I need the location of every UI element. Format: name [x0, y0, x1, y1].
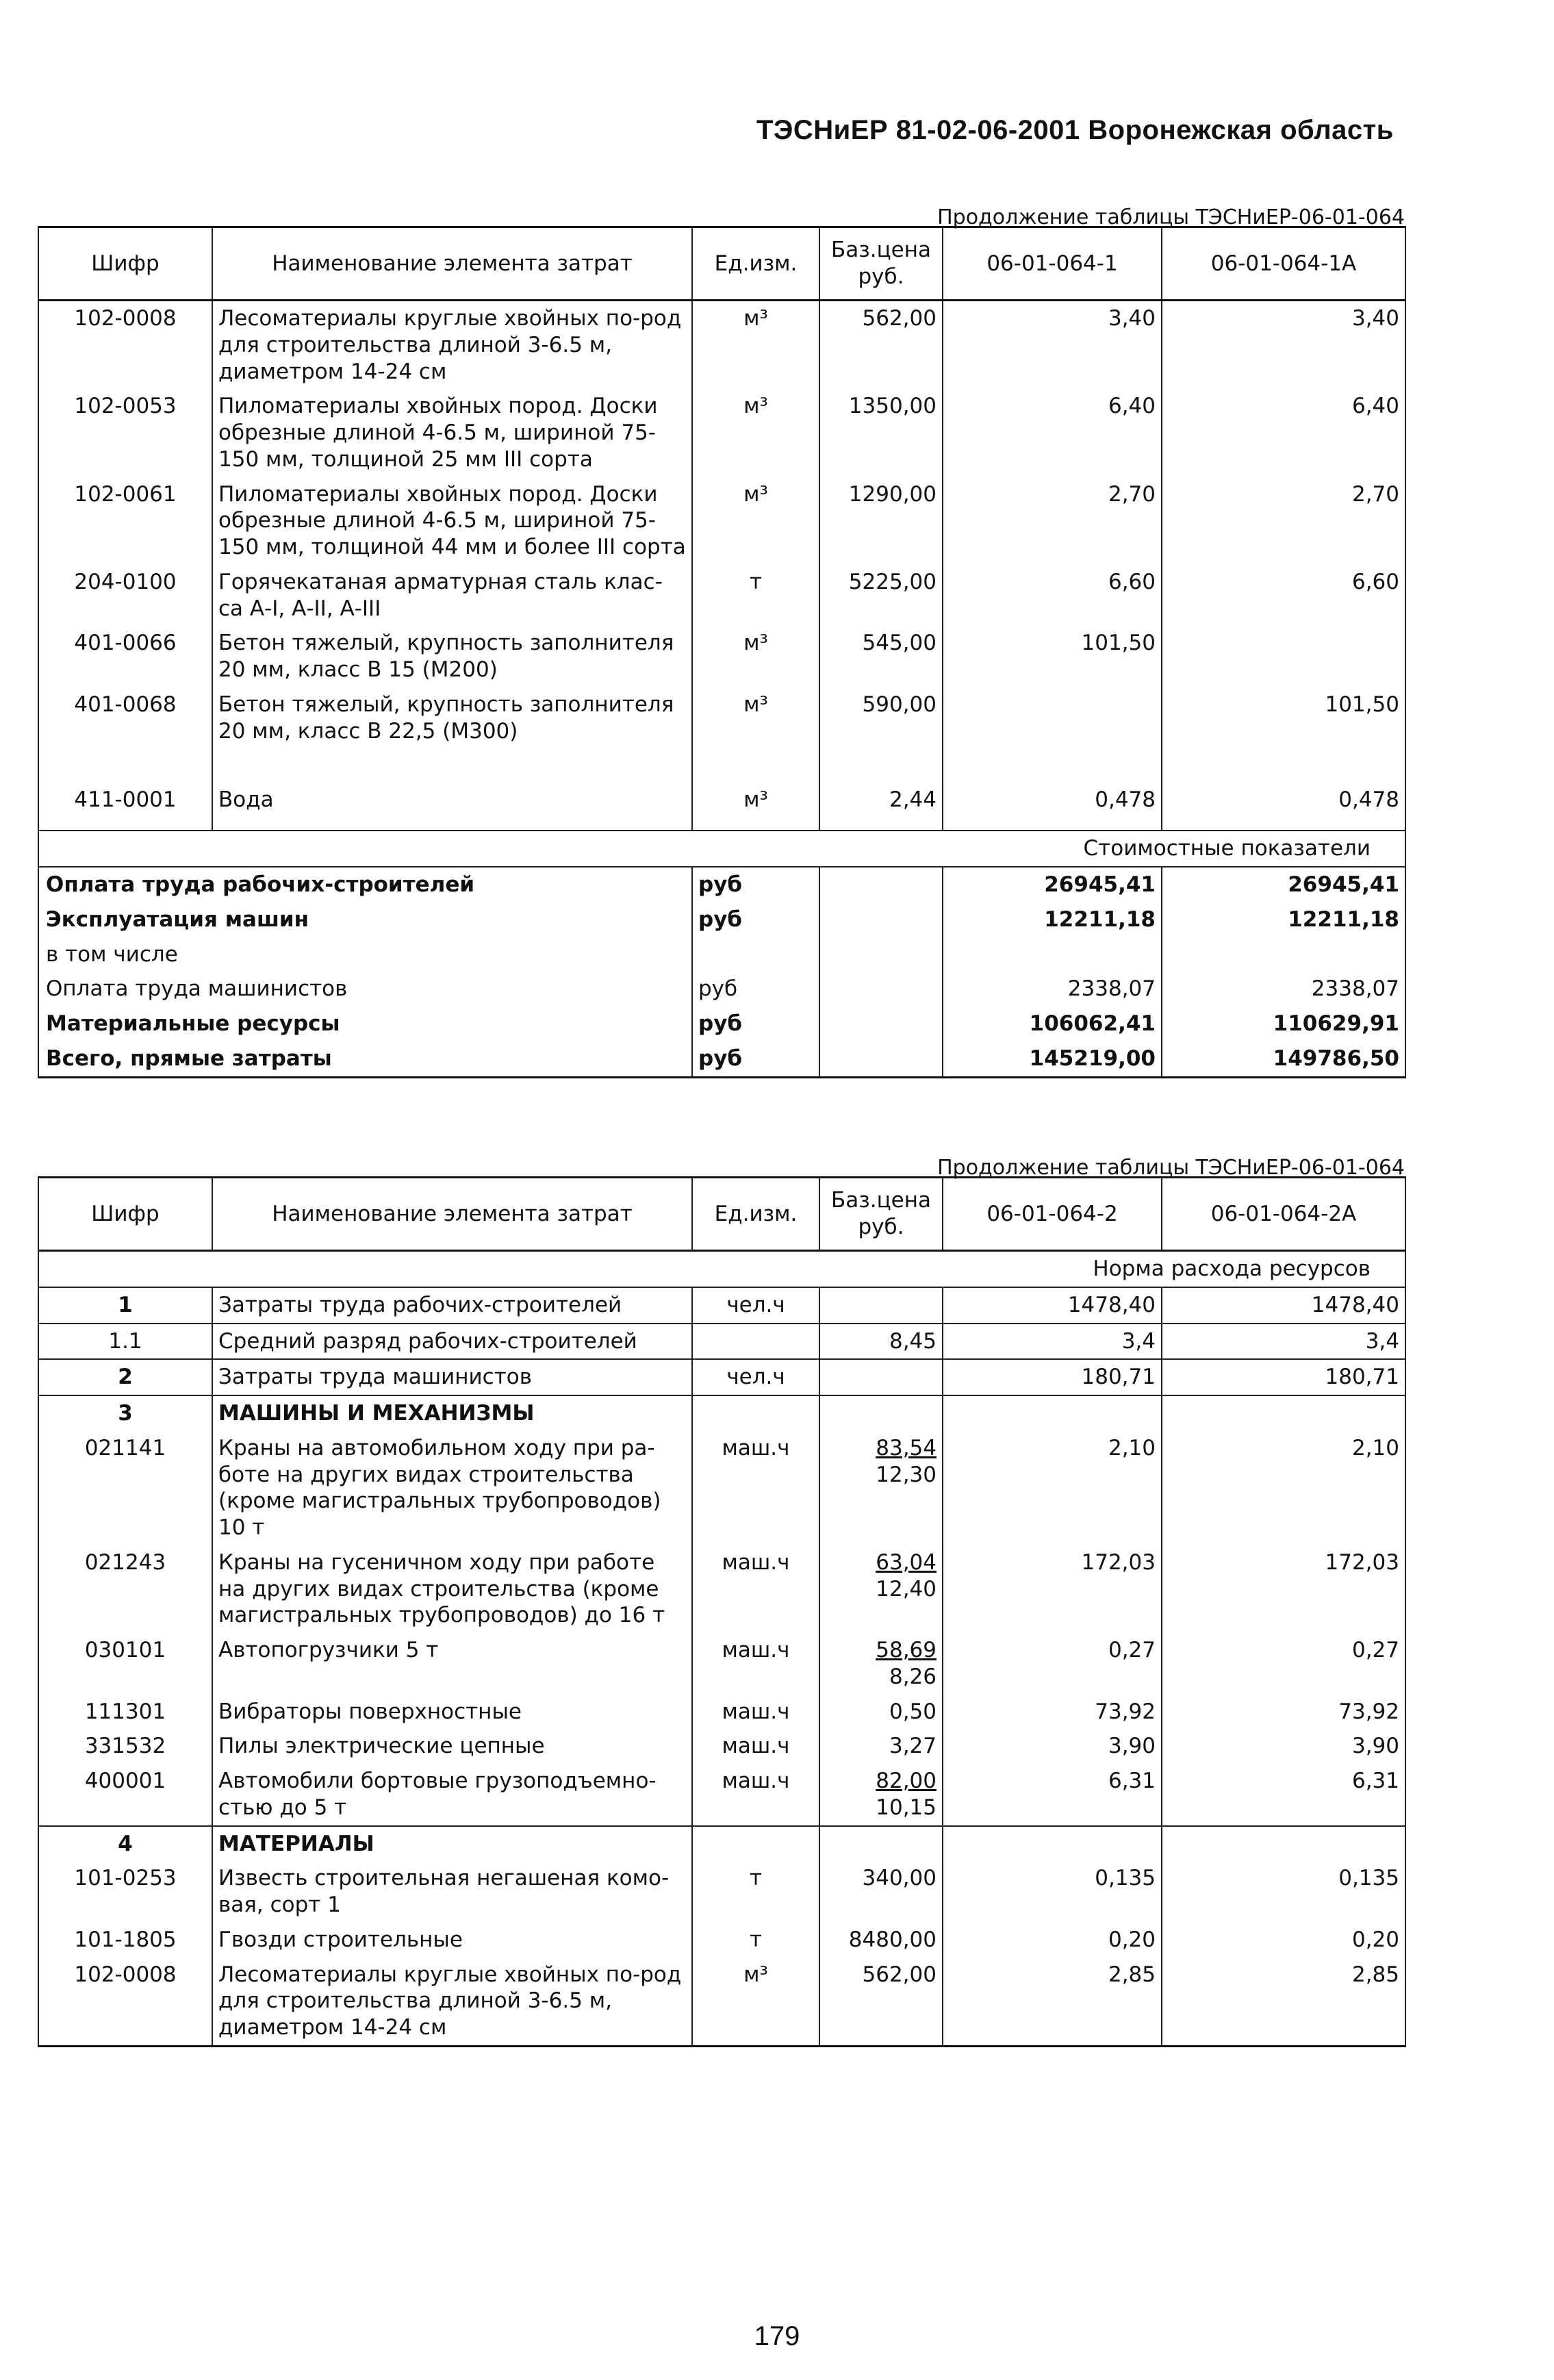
cell-v1: 6,60: [943, 565, 1162, 626]
cell-code: 021243: [38, 1545, 212, 1633]
cell-unit: м³: [692, 626, 819, 687]
col-header-name: Наименование элемента затрат: [212, 227, 692, 301]
cell-v1: [943, 687, 1162, 749]
cell-name: Материальные ресурсы: [38, 1007, 692, 1041]
cell-v2: [1162, 1395, 1405, 1431]
table2-continuation-label: Продолжение таблицы ТЭСНиЕР-06-01-064: [937, 1156, 1405, 1180]
cell-price: 5225,00: [819, 565, 943, 626]
cell-code: 1.1: [38, 1324, 212, 1360]
cell-unit: м³: [692, 687, 819, 749]
cell-unit: маш.ч: [692, 1633, 819, 1695]
cell-unit: руб: [692, 1041, 819, 1077]
cell-price: 545,00: [819, 626, 943, 687]
cell-code: 102-0061: [38, 477, 212, 565]
col-header-code: Шифр: [38, 227, 212, 301]
cell-unit: руб: [692, 972, 819, 1007]
cell-v2: 6,60: [1162, 565, 1405, 626]
cell-v1: 180,71: [943, 1359, 1162, 1395]
table-row: [38, 1359, 1405, 1395]
cell-name: МАШИНЫ И МЕХАНИЗМЫ: [212, 1395, 692, 1431]
table-row: [38, 1431, 1405, 1545]
cell-v1: 2,70: [943, 477, 1162, 565]
cell-v1: 0,20: [943, 1923, 1162, 1958]
table-row: [38, 1861, 1405, 1923]
table-row: [38, 1764, 1405, 1826]
table-row: [38, 1729, 1405, 1764]
cell-price: [819, 1861, 943, 1923]
cell-name: МАТЕРИАЛЫ: [212, 1826, 692, 1862]
cell-v2: 180,71: [1162, 1359, 1405, 1395]
cell-name: Всего, прямые затраты: [38, 1041, 692, 1077]
cell-price: [819, 1287, 943, 1324]
cell-name: Гвозди строительные: [212, 1923, 692, 1958]
cell-unit: м³: [692, 477, 819, 565]
cell-code: 021141: [38, 1431, 212, 1545]
table-row: [38, 626, 1405, 687]
cell-unit: руб: [692, 867, 819, 902]
cell-code: 102-0053: [38, 389, 212, 477]
cost-row: [38, 1041, 1405, 1077]
cell-code: 2: [38, 1359, 212, 1395]
cell-v2: 26945,41: [1162, 867, 1405, 902]
cell-name: Лесоматериалы круглые хвойных по-род для строительства длиной 3-6.5 м, диаметром 14-24 см: [212, 1958, 692, 2047]
price-value: 562,00: [862, 1962, 937, 1987]
cell-name: Известь строительная негашеная комо-вая, сорт 1: [212, 1861, 692, 1923]
table1-header-row: [38, 227, 1405, 301]
table2: [38, 1176, 1406, 2047]
cell-v1: 2,85: [943, 1958, 1162, 2047]
cell-v1: 145219,00: [943, 1041, 1162, 1077]
table1-continuation-label: Продолжение таблицы ТЭСНиЕР-06-01-064: [937, 205, 1405, 229]
cell-code: 204-0100: [38, 565, 212, 626]
col-header-v2: 06-01-064-2А: [1162, 1178, 1405, 1251]
cell-price: 1290,00: [819, 477, 943, 565]
cell-v1: 0,478: [943, 783, 1162, 831]
cell-price: [819, 902, 943, 937]
cell-price: [819, 937, 943, 972]
col-header-price: Баз.цена руб.: [819, 227, 943, 301]
col-header-v1: 06-01-064-1: [943, 227, 1162, 301]
table-row: [38, 1324, 1405, 1360]
table-row: [38, 301, 1405, 390]
cost-row: [38, 1007, 1405, 1041]
cell-code: 401-0068: [38, 687, 212, 749]
cell-code: 4: [38, 1826, 212, 1862]
cell-v2: 12211,18: [1162, 902, 1405, 937]
table2-header-row: [38, 1178, 1405, 1251]
col-header-unit: Ед.изм.: [692, 1178, 819, 1251]
cell-v2: 3,4: [1162, 1324, 1405, 1360]
cell-v2: 149786,50: [1162, 1041, 1405, 1077]
cell-v2: 2,70: [1162, 477, 1405, 565]
col-header-v2: 06-01-064-1А: [1162, 227, 1405, 301]
cell-v1: 101,50: [943, 626, 1162, 687]
cell-unit: м³: [692, 389, 819, 477]
cell-v1: 6,31: [943, 1764, 1162, 1826]
cell-v2: 0,27: [1162, 1633, 1405, 1695]
cell-code: 1: [38, 1287, 212, 1324]
cell-v2: 110629,91: [1162, 1007, 1405, 1041]
cell-price: [819, 1545, 943, 1633]
col-header-name: Наименование элемента затрат: [212, 1178, 692, 1251]
cell-code: 331532: [38, 1729, 212, 1764]
col-header-unit: Ед.изм.: [692, 227, 819, 301]
cell-v1: 2338,07: [943, 972, 1162, 1007]
cell-name: Средний разряд рабочих-строителей: [212, 1324, 692, 1360]
cell-v1: 3,90: [943, 1729, 1162, 1764]
cell-unit: т: [692, 1861, 819, 1923]
cell-price: [819, 1359, 943, 1395]
cell-name: в том числе: [38, 937, 692, 972]
cell-unit: маш.ч: [692, 1695, 819, 1730]
cell-price: 1350,00: [819, 389, 943, 477]
price-secondary-value: 12,30: [876, 1462, 937, 1487]
cell-price: 562,00: [819, 301, 943, 390]
cell-v1: 3,40: [943, 301, 1162, 390]
cell-unit: [692, 1826, 819, 1862]
cell-unit: маш.ч: [692, 1545, 819, 1633]
col-header-code: Шифр: [38, 1178, 212, 1251]
cell-price: [819, 1041, 943, 1077]
price-value: 8480,00: [848, 1927, 937, 1952]
cell-code: 401-0066: [38, 626, 212, 687]
cell-name: Автопогрузчики 5 т: [212, 1633, 692, 1695]
cell-name: Пиломатериалы хвойных пород. Доски обрезные длиной 4-6.5 м, шириной 75-150 мм, толщиной 44 мм и более III сорта: [212, 477, 692, 565]
cell-unit: т: [692, 565, 819, 626]
cell-code: 030101: [38, 1633, 212, 1695]
cell-v1: 12211,18: [943, 902, 1162, 937]
cell-v1: 1478,40: [943, 1287, 1162, 1324]
cell-v2: 0,20: [1162, 1923, 1405, 1958]
cell-name: Оплата труда машинистов: [38, 972, 692, 1007]
section-row: [38, 1251, 1405, 1287]
cost-row: [38, 902, 1405, 937]
cell-unit: маш.ч: [692, 1431, 819, 1545]
cell-name: Оплата труда рабочих-строителей: [38, 867, 692, 902]
cell-unit: руб: [692, 902, 819, 937]
cost-section-label: Стоимостные показатели: [38, 831, 1405, 867]
row-spacer: [38, 748, 1405, 783]
price-secondary-value: 12,40: [876, 1576, 937, 1602]
cell-code: 101-0253: [38, 1861, 212, 1923]
cell-name: Лесоматериалы круглые хвойных по-род для строительства длиной 3-6.5 м, диаметром 14-24 см: [212, 301, 692, 390]
cell-v1: 73,92: [943, 1695, 1162, 1730]
col-header-v1: 06-01-064-2: [943, 1178, 1162, 1251]
cell-v2: 6,31: [1162, 1764, 1405, 1826]
cell-v2: [1162, 937, 1405, 972]
cell-v2: 172,03: [1162, 1545, 1405, 1633]
col-header-price: Баз.цена руб.: [819, 1178, 943, 1251]
price-value: 0,50: [889, 1699, 937, 1724]
cell-v1: 3,4: [943, 1324, 1162, 1360]
cell-name: Пилы электрические цепные: [212, 1729, 692, 1764]
cell-price: [819, 972, 943, 1007]
cell-v1: [943, 937, 1162, 972]
table-row: [38, 389, 1405, 477]
cell-name: Краны на автомобильном ходу при ра-боте на других видах строительства (кроме магистральных трубопроводов) 10 т: [212, 1431, 692, 1545]
price-value: 83,54: [876, 1435, 937, 1460]
table-row: [38, 565, 1405, 626]
cell-price: [819, 1695, 943, 1730]
cell-price: [819, 1764, 943, 1826]
table-row: [38, 1395, 1405, 1431]
price-secondary-value: 10,15: [876, 1795, 937, 1820]
table-row: [38, 1923, 1405, 1958]
cell-name: Затраты труда рабочих-строителей: [212, 1287, 692, 1324]
page-number: 179: [754, 2321, 800, 2351]
cell-v2: 2,10: [1162, 1431, 1405, 1545]
cell-price: [819, 1431, 943, 1545]
cell-v2: 2,85: [1162, 1958, 1405, 2047]
cell-name: Автомобили бортовые грузоподъемно-стью до 5 т: [212, 1764, 692, 1826]
cell-price: [819, 1007, 943, 1041]
cell-name: Бетон тяжелый, крупность заполнителя 20 мм, класс В 22,5 (М300): [212, 687, 692, 749]
cell-unit: чел.ч: [692, 1287, 819, 1324]
cell-price: [819, 867, 943, 902]
cell-v2: 2338,07: [1162, 972, 1405, 1007]
cell-name: Вибраторы поверхностные: [212, 1695, 692, 1730]
cell-v1: 0,135: [943, 1861, 1162, 1923]
table-row: [38, 1826, 1405, 1862]
section-row: [38, 831, 1405, 867]
cell-unit: м³: [692, 1958, 819, 2047]
cell-price: [819, 1633, 943, 1695]
cell-v2: 3,90: [1162, 1729, 1405, 1764]
table-row: [38, 1287, 1405, 1324]
cell-code: 101-1805: [38, 1923, 212, 1958]
cell-price: [819, 1395, 943, 1431]
cell-name: Горячекатаная арматурная сталь клас-са А-I, А-II, А-III: [212, 565, 692, 626]
cell-unit: маш.ч: [692, 1764, 819, 1826]
cell-price: [819, 1324, 943, 1360]
cost-row: [38, 972, 1405, 1007]
cell-price: 2,44: [819, 783, 943, 831]
cell-v1: 172,03: [943, 1545, 1162, 1633]
cell-v2: 1478,40: [1162, 1287, 1405, 1324]
price-value: 3,27: [889, 1734, 937, 1759]
cell-v2: [1162, 1826, 1405, 1862]
price-value: 8,45: [889, 1328, 937, 1354]
cell-code: 102-0008: [38, 1958, 212, 2047]
price-value: 82,00: [876, 1769, 937, 1793]
cell-code: 400001: [38, 1764, 212, 1826]
price-secondary-value: 8,26: [889, 1664, 937, 1689]
cell-unit: м³: [692, 783, 819, 831]
table-row: [38, 477, 1405, 565]
cell-v2: 6,40: [1162, 389, 1405, 477]
cell-v1: 2,10: [943, 1431, 1162, 1545]
norm-section-label: Норма расхода ресурсов: [38, 1251, 1405, 1287]
cost-row: [38, 867, 1405, 902]
cell-price: 590,00: [819, 687, 943, 749]
price-value: 58,69: [876, 1638, 937, 1662]
cell-code: 111301: [38, 1695, 212, 1730]
cell-price: [819, 1923, 943, 1958]
cell-v2: [1162, 626, 1405, 687]
cell-price: [819, 1729, 943, 1764]
cell-v1: 26945,41: [943, 867, 1162, 902]
cell-unit: руб: [692, 1007, 819, 1041]
table-row: [38, 687, 1405, 749]
table-row: [38, 1545, 1405, 1633]
cell-unit: [692, 937, 819, 972]
page-header-title: ТЭСНиЕР 81-02-06-2001 Воронежская область: [756, 115, 1394, 145]
table-row: [38, 1633, 1405, 1695]
cell-code: 3: [38, 1395, 212, 1431]
cell-name: Вода: [212, 783, 692, 831]
cell-unit: м³: [692, 301, 819, 390]
table1: [38, 226, 1406, 1078]
cell-code: 102-0008: [38, 301, 212, 390]
cell-name: Краны на гусеничном ходу при работе на других видах строительства (кроме магистральных трубопроводов) до 16 т: [212, 1545, 692, 1633]
cell-unit: [692, 1395, 819, 1431]
cell-price: [819, 1826, 943, 1862]
cell-v1: 6,40: [943, 389, 1162, 477]
cell-v2: 3,40: [1162, 301, 1405, 390]
cell-name: Пиломатериалы хвойных пород. Доски обрезные длиной 4-6.5 м, шириной 75-150 мм, толщиной 25 мм III сорта: [212, 389, 692, 477]
cell-unit: т: [692, 1923, 819, 1958]
cell-v1: [943, 1826, 1162, 1862]
table-row: [38, 783, 1405, 831]
table-row: [38, 1958, 1405, 2047]
cell-v2: 101,50: [1162, 687, 1405, 749]
cell-v1: 0,27: [943, 1633, 1162, 1695]
cell-v1: [943, 1395, 1162, 1431]
table-row: [38, 1695, 1405, 1730]
cell-price: [819, 1958, 943, 2047]
cell-v2: 0,135: [1162, 1861, 1405, 1923]
cell-v2: 0,478: [1162, 783, 1405, 831]
cost-row: [38, 937, 1405, 972]
cell-unit: чел.ч: [692, 1359, 819, 1395]
cell-name: Бетон тяжелый, крупность заполнителя 20 мм, класс В 15 (М200): [212, 626, 692, 687]
cell-unit: [692, 1324, 819, 1360]
cell-unit: маш.ч: [692, 1729, 819, 1764]
cell-code: 411-0001: [38, 783, 212, 831]
cell-v2: 73,92: [1162, 1695, 1405, 1730]
cell-name: Затраты труда машинистов: [212, 1359, 692, 1395]
price-value: 340,00: [862, 1866, 937, 1891]
price-value: 63,04: [876, 1549, 937, 1575]
cell-v1: 106062,41: [943, 1007, 1162, 1041]
cell-name: Эксплуатация машин: [38, 902, 692, 937]
